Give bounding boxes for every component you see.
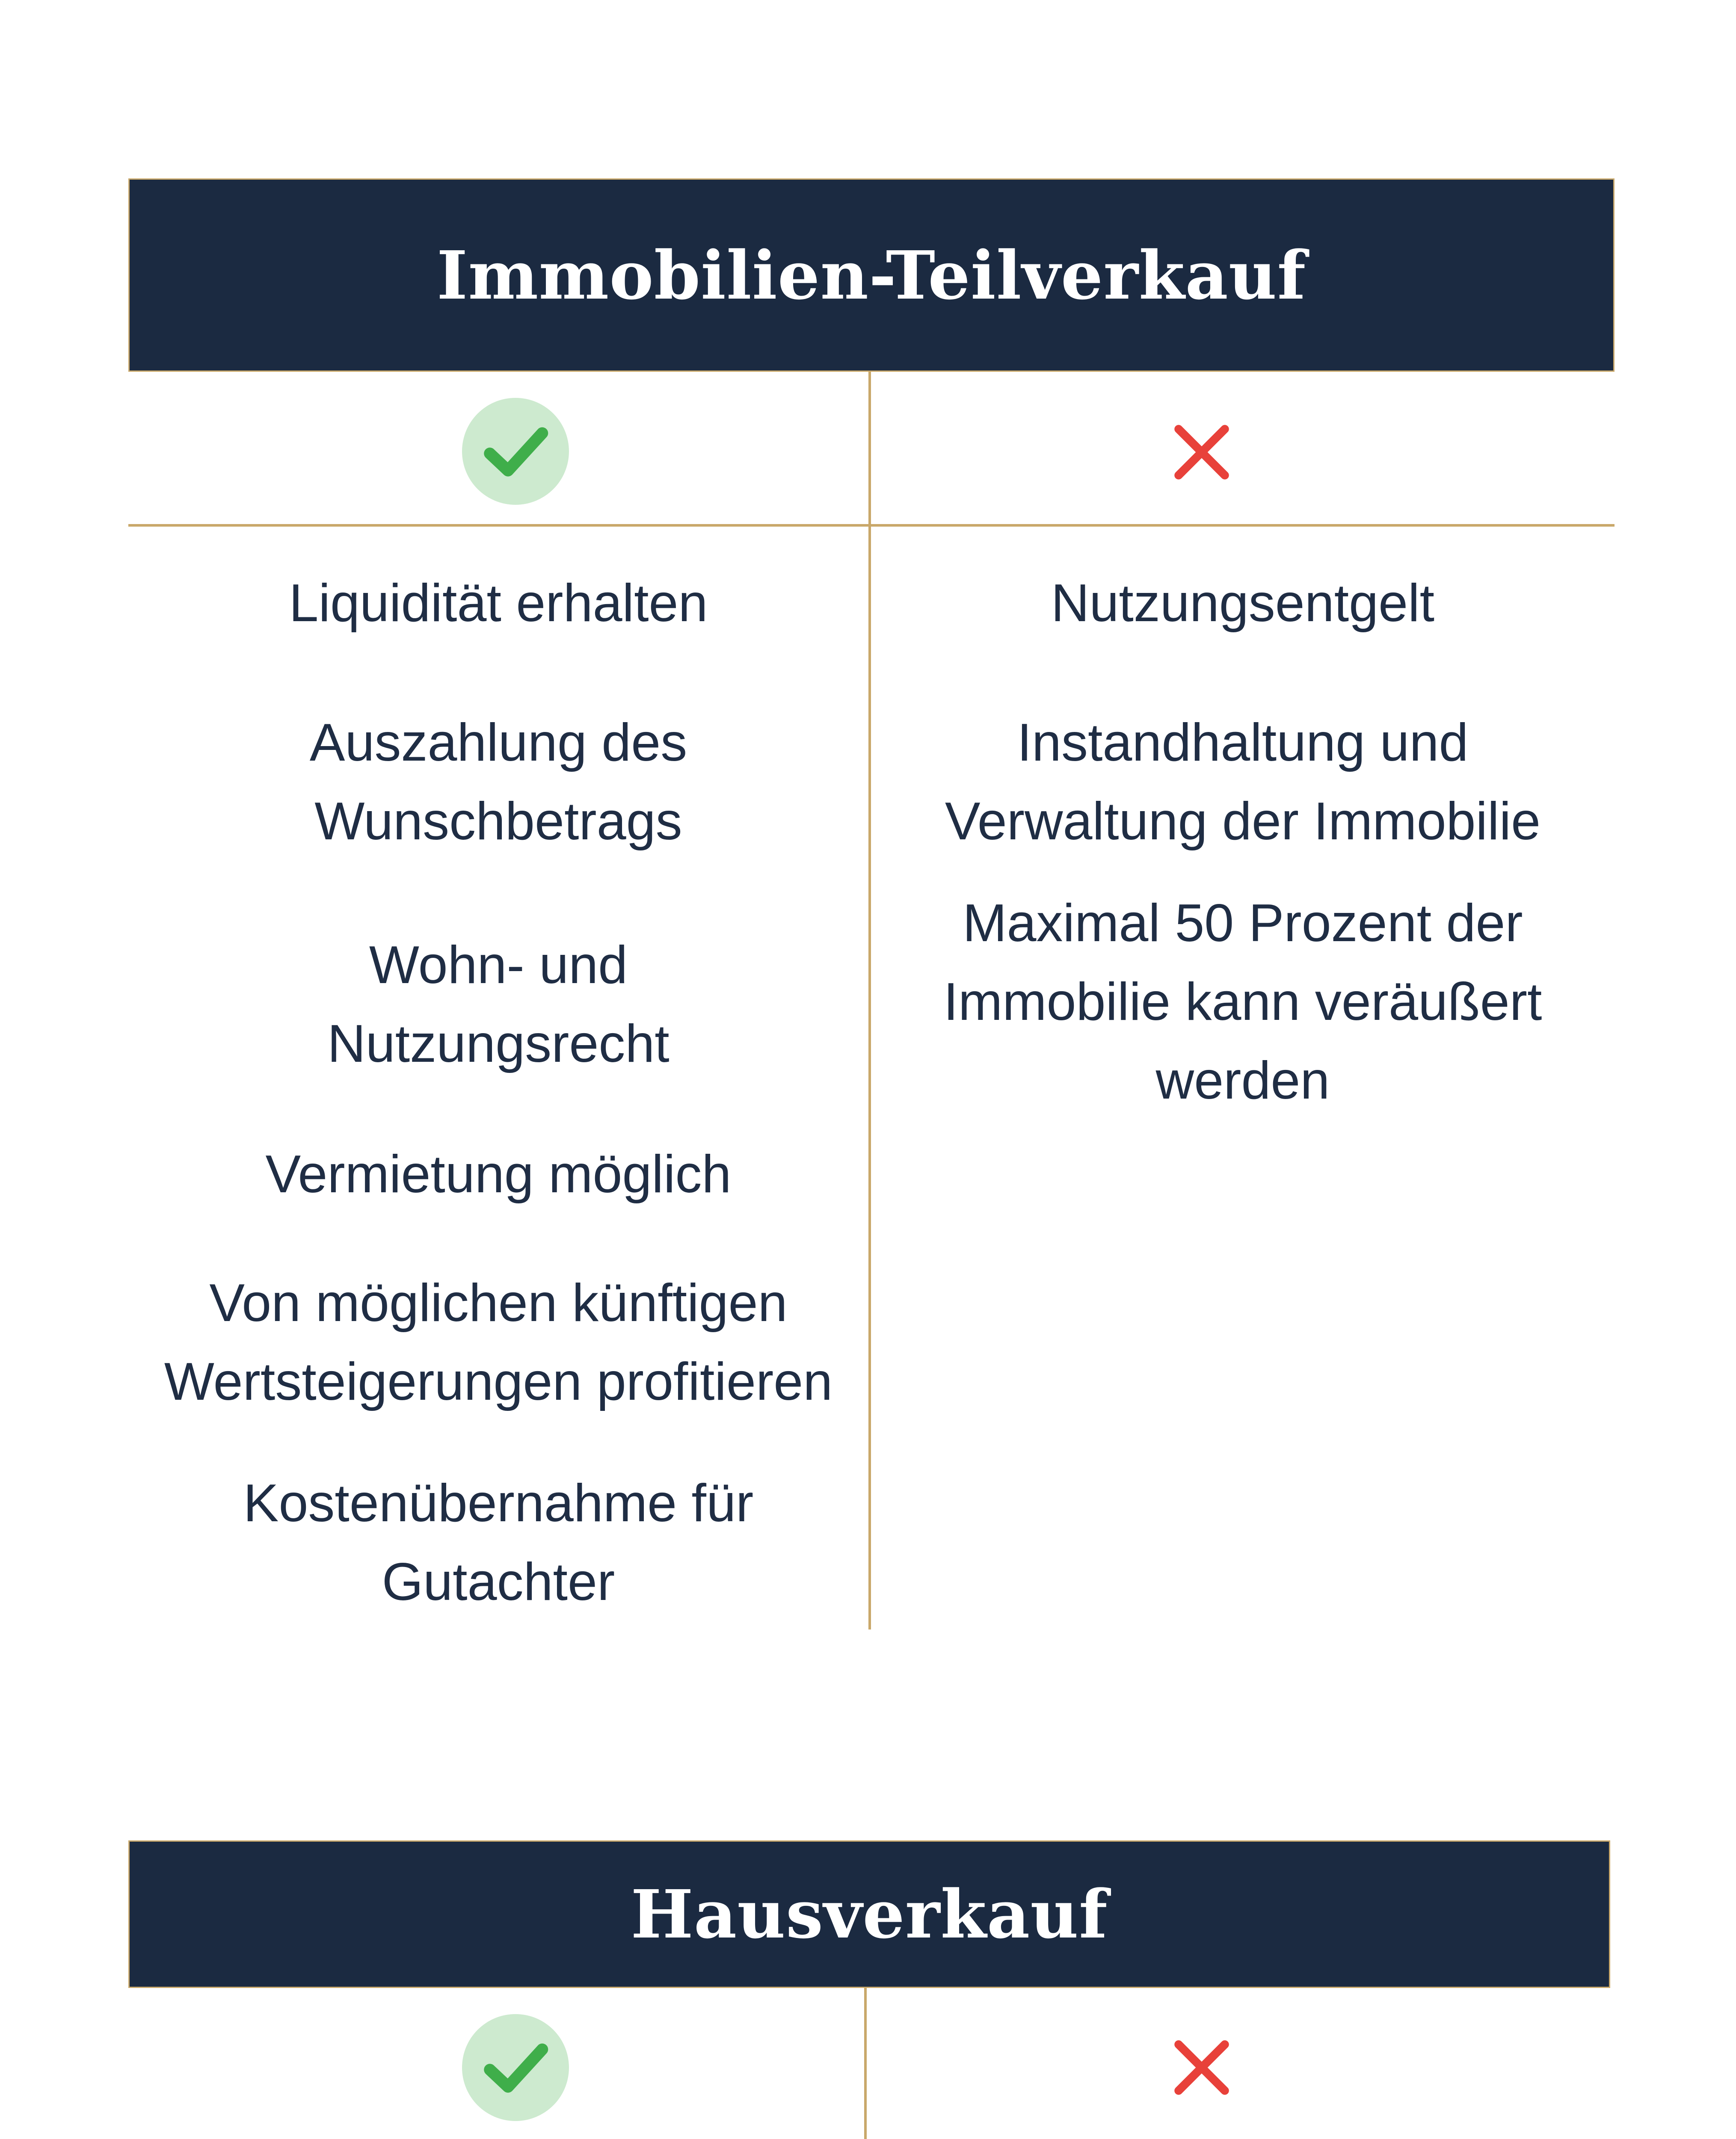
con-item: Maximal 50 Prozent der Immobilie kann veräußert werden: [943, 894, 1542, 1110]
pro-item: Kostenübernahme für Gutachter: [243, 1474, 754, 1612]
pro-item: Liquidität erhalten: [289, 574, 708, 633]
pro-item: Auszahlung des Wunschbetrags: [309, 713, 687, 851]
section-title: Immobilien-Teilverkauf: [128, 178, 1615, 372]
pro-item: Von möglichen künftigen Wertsteigerungen profitieren: [164, 1274, 833, 1411]
section-title: Hausverkauf: [128, 1840, 1610, 1988]
cross-icon: [1170, 2035, 1234, 2100]
check-icon: [462, 398, 569, 505]
column-divider: [868, 372, 871, 1629]
pro-item: Wohn- und Nutzungsrecht: [327, 936, 670, 1073]
divider: [128, 524, 1615, 527]
con-item: Nutzungsentgelt: [1051, 574, 1435, 633]
pro-item: Vermietung möglich: [265, 1145, 732, 1204]
cross-icon: [1170, 420, 1234, 484]
column-divider: [864, 1988, 867, 2139]
con-item: Instandhaltung und Verwaltung der Immobilie: [945, 713, 1541, 851]
check-icon: [462, 2014, 569, 2121]
